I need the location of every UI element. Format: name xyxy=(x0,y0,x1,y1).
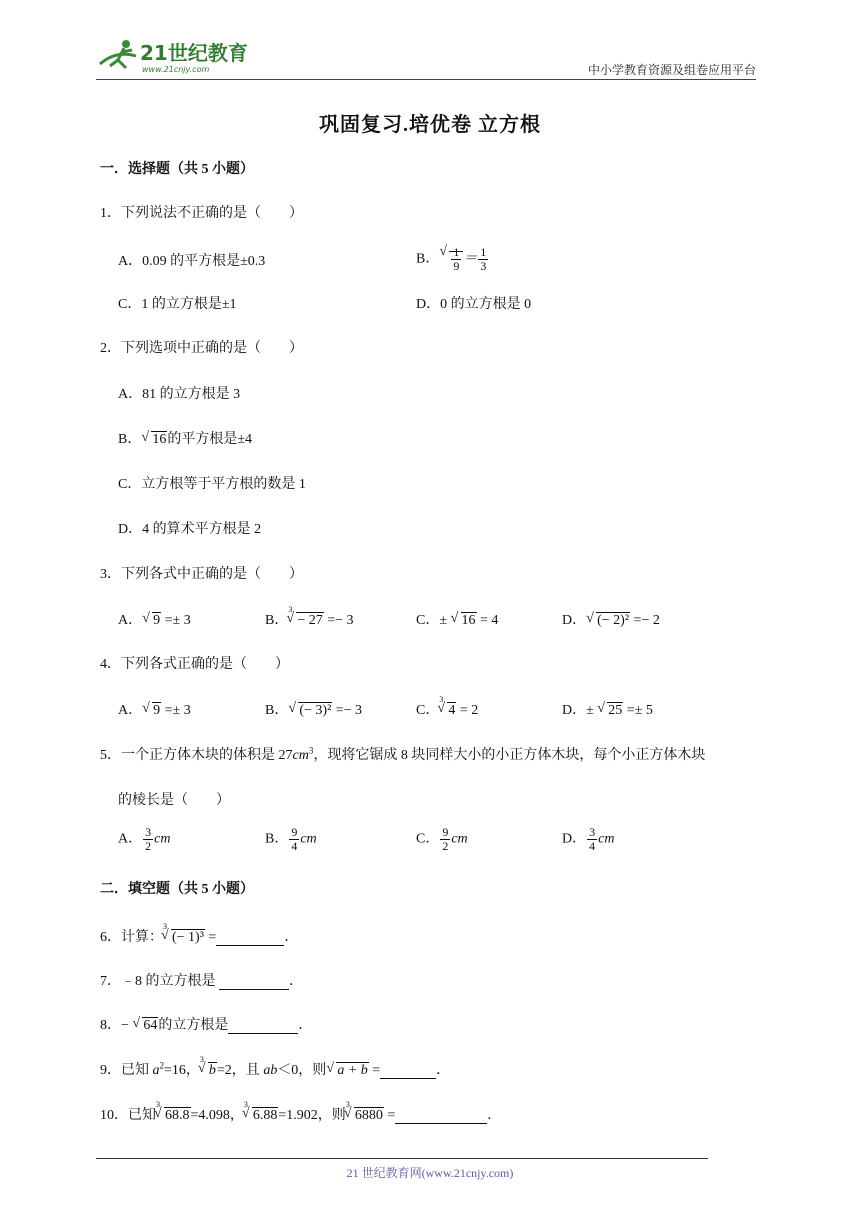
svg-text:21世纪教育: 21世纪教育 xyxy=(140,41,248,65)
q1-option-a: A．0.09 的平方根是±0.3 xyxy=(118,254,266,269)
q2-option-a: A．81 的立方根是 3 xyxy=(118,387,241,402)
q3-option-b: B．$^3$√ − 27 =− 3 xyxy=(265,609,354,629)
q3-option-a: A．√ 9 =± 3 xyxy=(118,609,191,629)
q5-option-a: A． $\frac{3}{2}$ cm xyxy=(118,825,171,853)
q1-option-d: D．0 的立方根是 0 xyxy=(416,297,532,312)
question-3-stem: 3．下列各式中正确的是（ ） xyxy=(100,567,303,582)
section-heading-fill: 二．填空题（共 5 小题） xyxy=(100,882,254,897)
q3-option-c: C．± √ 16 = 4 xyxy=(416,609,498,629)
q4-option-a: A．√ 9 =± 3 xyxy=(118,699,191,719)
page-title: 巩固复习.培优卷 立方根 xyxy=(319,114,541,136)
q4-option-c: C．$^3$√ 4 = 2 xyxy=(416,699,478,719)
question-1-stem: 1．下列说法不正确的是（ ） xyxy=(100,206,303,221)
q4-option-b: B．√ (− 3)² =− 3 xyxy=(265,699,362,719)
q1-option-c: C．1 的立方根是±1 xyxy=(118,297,237,312)
question-8: 8．− √ 64的立方根是 ． xyxy=(100,1014,312,1034)
svg-text:www.21cnjy.com: www.21cnjy.com xyxy=(142,65,210,74)
section-heading-choice: 一．选择题（共 5 小题） xyxy=(100,162,254,177)
question-5-stem: 5．一个正方体木块的体积是 $27cm^3$，现将它锯成 8 块同样大小的小正方体木块，每个小正方体木块 xyxy=(100,745,706,763)
question-2-stem: 2．下列选项中正确的是（ ） xyxy=(100,341,303,356)
question-5-stem-line2: 的棱长是（ ） xyxy=(118,793,230,808)
q5-option-c: C． $\frac{9}{2}$ cm xyxy=(416,825,468,853)
q2-option-b: B．√ 16的平方根是±4 xyxy=(118,428,252,448)
q2-option-c: C．立方根等于平方根的数是 1 xyxy=(118,477,306,492)
header-platform-text: 中小学教育资源及组卷应用平台 xyxy=(587,63,756,77)
footer-text: 21 世纪教育网(www.21cnjy.com) xyxy=(346,1166,514,1180)
question-6: 6．计算：$^3$√ (− 1)³ = ． xyxy=(100,926,298,946)
q1-option-b: B． √ $\frac{1}{9}$ ＝ $\frac{1}{3}$ xyxy=(416,246,489,273)
q5-option-b: B． $\frac{9}{4}$ cm xyxy=(265,825,317,853)
header-divider xyxy=(96,79,756,80)
q4-option-d: D．± √ 25 =± 5 xyxy=(562,699,653,719)
q2-option-d: D．4 的算术平方根是 2 xyxy=(118,522,262,537)
question-10: 10．已知$^3$√ 68.8=4.098，$^3$√ 6.88=1.902，则$^3$√ 6880 = ． xyxy=(100,1104,501,1124)
q3-option-d: D．√ (− 2)² =− 2 xyxy=(562,609,660,629)
question-9: 9．已知 $a^2=16$，$^3$√ b=2，且 ab＜0，则√ a + b = ． xyxy=(100,1059,450,1079)
question-7: 7．﹣8 的立方根是 ． xyxy=(100,974,303,989)
q5-option-d: D． $\frac{3}{4}$ cm xyxy=(562,825,615,853)
footer-divider xyxy=(96,1158,708,1159)
question-4-stem: 4．下列各式正确的是（ ） xyxy=(100,657,289,672)
site-logo xyxy=(96,34,256,78)
